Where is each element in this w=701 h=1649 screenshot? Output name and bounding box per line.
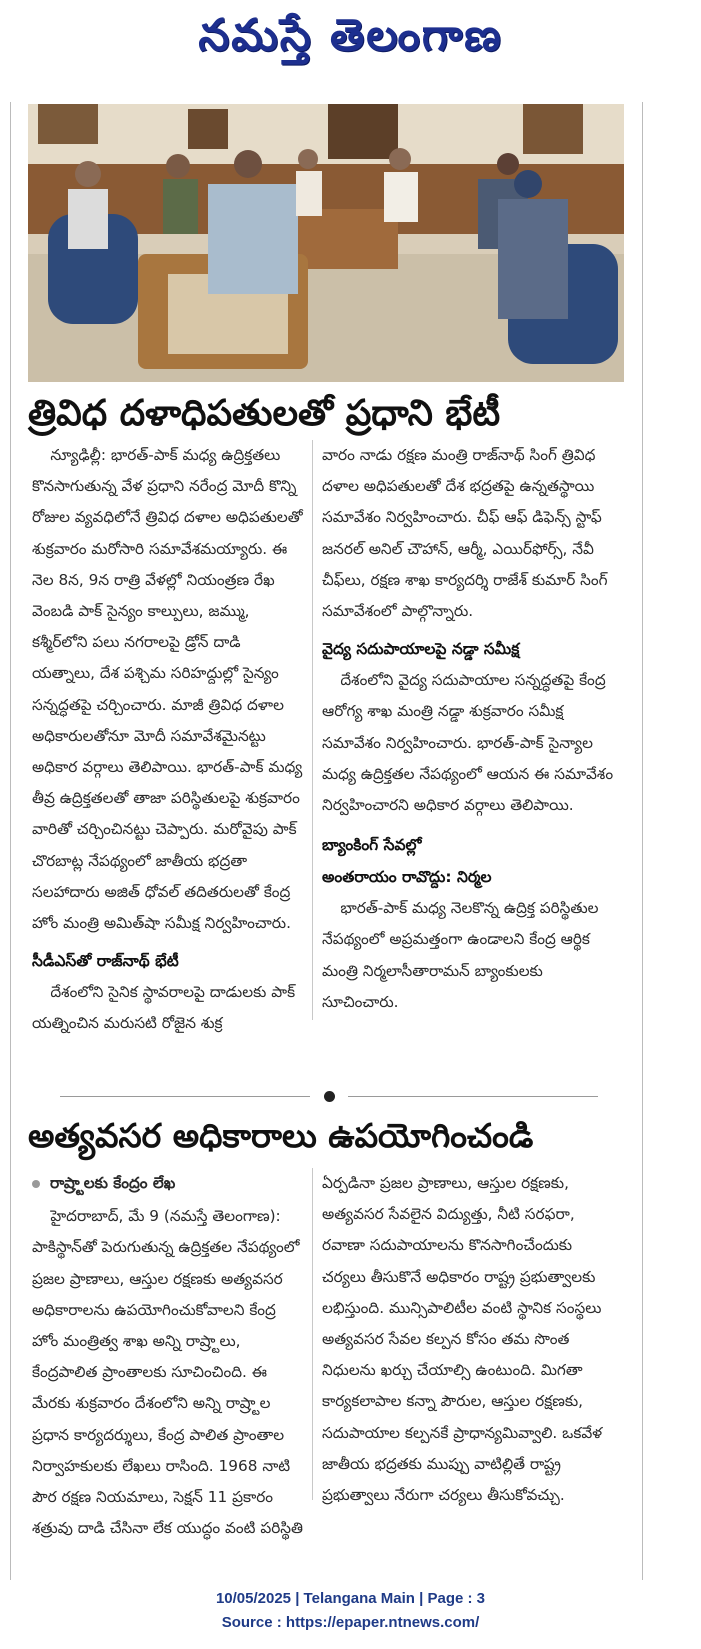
article-1-subhead-banking-2: అంతరాయం రావొద్దు: నిర్మల [322, 868, 492, 887]
meeting-photo [28, 104, 624, 382]
article-1-right-intro: వారం నాడు రక్షణ మంత్రి రాజ్‌నాథ్ సింగ్ త్రివిధ దళాల అధిపతులతో దేశ భద్రతపై ఉన్నతస్థాయి సమావేశం నిర్వహించారు. చీఫ్ ఆఫ్ డిఫెన్స్ స్టాఫ్ జనరల్ అనిల్ చౌహాన్, ఆర్మీ, ఎయిర్‌ఫోర్స్, నేవీ చీఫ్‌లు, రక్షణ శాఖ కార్యదర్శి రాజేశ్ కుమార్ సింగ్ సమావేశంలో పాల్గొన్నారు. [322, 446, 608, 621]
article-1-subhead-banking-1: బ్యాంకింగ్ సేవల్లో [322, 836, 422, 855]
section-divider-left [60, 1096, 310, 1097]
article-1-subhead-nadda: వైద్య సదుపాయాలపై నడ్డా సమీక్ష [322, 640, 520, 659]
article-2-left-body: హైదరాబాద్, మే 9 (నమస్తే తెలంగాణ): పాకిస్థాన్‌తో పెరుగుతున్న ఉద్రిక్తతల నేపథ్యంలో ప్రజల ప్రాణాలు, ఆస్తుల రక్షణకు అత్యవసర అధికారాలను ఉపయోగించుకోవాలని కేంద్ర హోం మంత్రిత్వ శాఖ అన్ని రాష్ర్టాలు, కేంద్రపాలిత ప్రాంతాలకు సూచించింది. ఈ మేరకు శుక్రవారం దేశంలోని అన్ని రాష్ర్టాల ప్రధాన కార్యదర్శులు, కేంద్ర పాలిత ప్రాంతాల నిర్వాహకులకు లేఖలు రాసింది. 1968 నాటి పౌర రక్షణ నియమాలు, సెక్షన్ 11 ప్రకారం శత్రువు దాడి చేసినా లేక యుద్ధం వంటి పరిస్థితి [32, 1207, 303, 1538]
article-2-kicker-text: రాష్ర్టాలకు కేంద్రం లేఖ [50, 1174, 176, 1192]
article-2-kicker [32, 1168, 304, 1199]
article-2-right-body: ఏర్పడినా ప్రజల ప్రాణాలు, ఆస్తుల రక్షణకు, అత్యవసర సేవలైన విద్యుత్తు, నీటి సరఫరా, రవాణా సదుపాయాలను కొనసాగించేందుకు చర్యలు తీసుకొనే అధికారం రాష్ట్ర ప్రభుత్వాలకు లభిస్తుంది. మున్సిపాలిటీల వంటి స్థానిక సంస్థలు అత్యవసర సేవల కల్పన కోసం తమ సొంత నిధులను ఖర్చు చేయాల్సి ఉంటుంది. మిగతా కార్యకలాపాల కన్నా పౌరుల, ఆస్తుల రక్షణకు, సదుపాయాల కల్పనకే ప్రాధాన్యమివ్వాలి. ఒకవేళ జాతీయ భద్రతకు ముప్పు వాటిల్లితే రాష్ట్ర ప్రభుత్వాలు నేరుగా చర్యలు తీసుకోవచ్చు. [322, 1174, 603, 1505]
article-2-right-column [322, 1168, 618, 1505]
section-divider-dot [324, 1091, 335, 1102]
column-divider [312, 440, 313, 1020]
newspaper-logo: నమస్తే తెలంగాణ [198, 10, 503, 61]
article-1-subhead-banking-body: భారత్-పాక్ మధ్య నెలకొన్న ఉద్రిక్త పరిస్థితుల నేపథ్యంలో అప్రమత్తంగా ఉండాలని కేంద్ర ఆర్థిక మంత్రి నిర్మలాసీతారామన్ బ్యాంకులకు సూచించారు. [322, 899, 599, 1011]
column-divider-2 [312, 1168, 313, 1500]
article-1-intro: న్యూఢిల్లీ: భారత్-పాక్ మధ్య ఉద్రిక్తతలు కొనసాగుతున్న వేళ ప్రధాని నరేంద్ర మోదీ కొన్ని రోజుల వ్యవధిలోనే త్రివిధ దళాల అధిపతులతో శుక్రవారం మరోసారి సమావేశమయ్యారు. ఈ నెల 8న, 9న రాత్రి వేళల్లో నియంత్రణ రేఖ వెంబడి పాక్ సైన్యం కాల్పులు, జమ్ము, కశ్మీర్‌లోని పలు నగరాలపై డ్రోన్ దాడి యత్నాలు, దేశ పశ్చిమ సరిహద్దుల్లో సైన్యం సన్నద్ధతపై చర్చించారు. మాజీ త్రివిధ దళాల అధికారులతోనూ మోదీ సమావేశమైనట్టు అధికార వర్గాలు తెలిపాయి. భారత్-పాక్ మధ్య తీవ్ర ఉద్రిక్తతలతో తాజా పరిస్థితులపై శుక్రవారం వారితో చర్చించినట్టు చెప్పారు. మరోవైపు పాక్ చొరబాట్ల నేపథ్యంలో జాతీయ భద్రతా సలహాదారు అజిత్ ధోవల్ తదితరులతో కేంద్ర హోం మంత్రి అమిత్‌షా సమీక్ష నిర్వహించారు. [32, 446, 303, 933]
footer-date-line: 10/05/2025 | Telangana Main | Page : 3 [215, 1590, 486, 1607]
article-1-left-column [32, 440, 304, 1033]
article-1-right-column [322, 440, 618, 1030]
article-2-headline: అత్యవసర అధికారాలు ఉపయోగించండి [28, 1116, 534, 1155]
bullet-icon [32, 1180, 40, 1188]
section-divider-right [348, 1096, 598, 1097]
article-1-subhead-cds-body: దేశంలోని సైనిక స్థావరాలపై దాడులకు పాక్ యత్నించిన మరుసటి రోజైన శుక్ర [32, 983, 296, 1033]
masthead [0, 6, 701, 76]
article-1-subhead-cds: సీడీఎస్‌తో రాజ్‌నాథ్ భేటీ [32, 952, 179, 971]
meeting-photo-image [28, 104, 624, 382]
article-1-headline: త్రివిధ దళాధిపతులతో ప్రధాని భేటీ [28, 393, 501, 434]
article-1-subhead-nadda-body: దేశంలోని వైద్య సదుపాయాల సన్నద్ధతపై కేంద్ర ఆరోగ్య శాఖ మంత్రి నడ్డా శుక్రవారం సమీక్ష సమావేశం నిర్వహించారు. భారత్-పాక్ సైన్యాల మధ్య ఉద్రిక్తతల నేపథ్యంలో ఆయన ఈ సమావేశం నిర్వహించారని అధికార వర్గాలు తెలిపాయి. [322, 671, 614, 815]
article-2-left-column [32, 1168, 304, 1538]
footer-source-line: Source : https://epaper.ntnews.com/ [221, 1614, 480, 1631]
